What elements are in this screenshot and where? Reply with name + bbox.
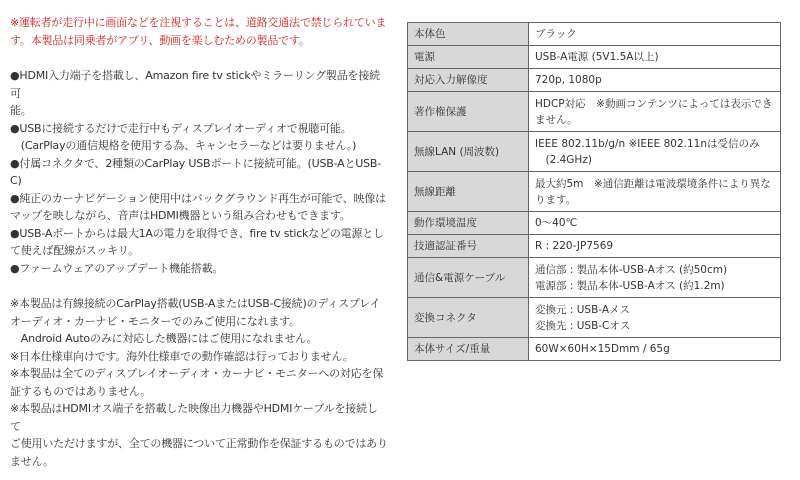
spec-value xyxy=(529,69,781,92)
feature-line: て使えば配線がスッキリ。 xyxy=(10,244,139,257)
driving-warning xyxy=(10,14,388,49)
feature-line: ●USBに接続するだけで走行中もディスプレイオーディオで視聴可能。 xyxy=(10,121,352,135)
feature-list xyxy=(10,67,388,277)
spec-value-line: ブラック xyxy=(535,28,577,40)
spec-row xyxy=(408,92,781,132)
spec-value xyxy=(529,46,781,69)
spec-row xyxy=(408,46,781,69)
spec-table-body xyxy=(408,23,781,361)
feature-line: マップを映しながら、音声はHDMI機器という組み合わせもできます。 xyxy=(10,209,351,222)
spec-key: 動作環境温度 xyxy=(408,212,529,235)
spec-value-line: 電源部 : 製品本体-USB-Aオス (約1.2m) xyxy=(535,279,725,292)
spec-key: 本体色 xyxy=(408,23,529,46)
spacer xyxy=(10,277,388,295)
note-line: ご使用いただけますが、全ての機器について正常動作を保証するものではあり xyxy=(10,437,388,450)
spec-table xyxy=(407,22,781,361)
spec-value xyxy=(529,212,781,235)
spec-value-line: 最大約5m ※通信距離は電波環境条件により異な xyxy=(535,177,771,190)
spec-value-line: R : 220-JP7569 xyxy=(535,240,614,252)
spec-value-line: USB-A電源 (5V1.5A以上) xyxy=(535,51,659,63)
spec-value-line: 変換元 : USB-Aメス xyxy=(535,303,631,316)
spec-value-line: ません。 xyxy=(535,113,578,126)
spec-value xyxy=(529,172,781,212)
spec-row xyxy=(408,23,781,46)
spec-row xyxy=(408,338,781,361)
spec-row xyxy=(408,212,781,235)
spec-value xyxy=(529,298,781,338)
spec-value xyxy=(529,23,781,46)
spec-key: 電源 xyxy=(408,46,529,69)
note-line: ※日本仕様車向けです。海外仕様車での動作確認は行っておりません。 xyxy=(10,349,354,363)
spec-value-line: ります。 xyxy=(535,193,577,206)
note-line: ません。 xyxy=(10,454,54,468)
spec-key: 変換コネクタ xyxy=(408,298,529,338)
spec-key: 無線距離 xyxy=(408,172,529,212)
spec-value-line: HDCP対応 ※動画コンテンツによっては表示でき xyxy=(535,97,773,110)
spec-value-line: 720p, 1080p xyxy=(535,74,602,86)
spec-key: 著作権保護 xyxy=(408,92,529,132)
spec-key: 対応入力解像度 xyxy=(408,69,529,92)
feature-line: 能。 xyxy=(10,104,32,117)
spec-row xyxy=(408,298,781,338)
warning-line: す。本製品は同乗者がアプリ、動画を楽しむための製品です。 xyxy=(10,33,310,47)
note-line: ※本製品は有線接続のCarPlay搭載(USB-AまたはUSB-C接続)のディスプレイ xyxy=(10,297,381,310)
feature-line: ●HDMI入力端子を搭載し、Amazon fire tv stickやミラーリング製品を接続可 xyxy=(10,69,380,100)
feature-line: ●純正のカーナビゲーション使用中はバックグラウンド再生が可能で、映像は xyxy=(10,191,386,205)
note-line: オーディオ・カーナビ・モニターでのみご使用になれます。 xyxy=(10,314,300,328)
product-description xyxy=(10,14,388,470)
spec-row xyxy=(408,69,781,92)
spec-value-line: 通信部 : 製品本体-USB-Aオス (約50cm) xyxy=(535,263,728,276)
spec-value xyxy=(529,338,781,361)
notes-list xyxy=(10,295,388,470)
note-line: Android Autoのみに対応した機器にはご使用になれません。 xyxy=(10,332,318,345)
feature-line: ●付属コネクタで、2種類のCarPlay USBポートに接続可能。(USB-AとUSB- xyxy=(10,156,381,170)
spec-value xyxy=(529,235,781,258)
spec-value-line: 60W×60H×15Dmm / 65g xyxy=(535,343,670,355)
spec-row xyxy=(408,132,781,172)
spec-value xyxy=(529,92,781,132)
spec-value-line: IEEE 802.11b/g/n ※IEEE 802.11nは受信のみ xyxy=(535,137,760,150)
spec-key: 技適認証番号 xyxy=(408,235,529,258)
spec-row xyxy=(408,235,781,258)
spacer xyxy=(10,49,388,67)
spec-value xyxy=(529,258,781,298)
spec-value-line: 変換先 : USB-Cオス xyxy=(535,319,631,332)
feature-line: (CarPlayの通信規格を使用する為、キャンセラーなどは要りません。) xyxy=(10,139,357,152)
feature-line: ●USB-Aポートからは最大1Aの電力を取得でき、fire tv stickなどの電源とし xyxy=(10,226,384,240)
spec-key: 本体サイズ/重量 xyxy=(408,338,529,361)
spec-row xyxy=(408,258,781,298)
note-line: 証するものではありません。 xyxy=(10,384,152,398)
spec-value-line: 0〜40℃ xyxy=(535,217,578,229)
note-line: ※本製品はHDMIオス端子を搭載した映像出力機器やHDMIケーブルを接続して xyxy=(10,402,378,433)
warning-line: ※運転者が走行中に画面などを注視することは、道路交通法で禁じられていま xyxy=(10,16,387,29)
spec-value-line: (2.4GHz) xyxy=(535,153,592,166)
spec-key: 通信&電源ケーブル xyxy=(408,258,529,298)
feature-line: C) xyxy=(10,174,22,187)
spec-value xyxy=(529,132,781,172)
spec-key: 無線LAN (周波数) xyxy=(408,132,529,172)
note-line: ※本製品は全てのディスプレイオーディオ・カーナビ・モニターへの対応を保 xyxy=(10,367,384,380)
spec-row xyxy=(408,172,781,212)
feature-line: ●ファームウェアのアップデート機能搭載。 xyxy=(10,261,224,275)
